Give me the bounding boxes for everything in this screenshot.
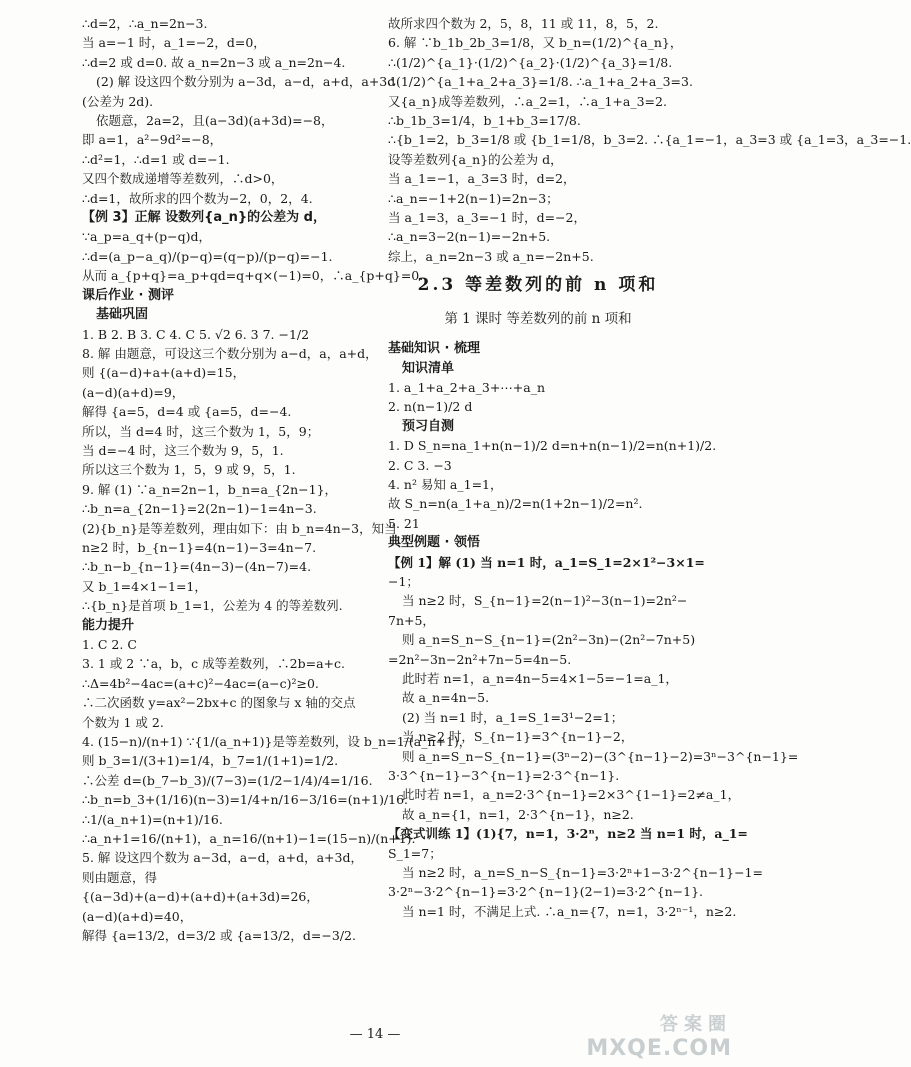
- text-line: 1. C 2. C: [82, 637, 137, 652]
- subsection-title: 第 1 课时 等差数列的前 n 项和: [444, 310, 632, 327]
- text-line: 8. 解 由题意，可设这三个数分别为 a−d，a，a+d，: [82, 345, 378, 361]
- text-line: 1. B 2. B 3. C 4. C 5. √2 6. 3 7. −1/2: [82, 326, 310, 342]
- text-line: ∴d=1，故所求的四个数为−2，0，2，4.: [82, 190, 313, 206]
- text-line: ∴{b_1=2，b_3=1/8 或 {b_1=1/8，b_3=2. ∴{a_1=−1，a_3=3 或 {a_1=3，a_3=−1.: [388, 132, 911, 148]
- text-line: 依题意，2a=2，且(a−3d)(a+3d)=−8，: [96, 113, 334, 129]
- text-line: ∴公差 d=(b_7−b_3)/(7−3)=(1/2−1/4)/4=1/16.: [82, 772, 373, 788]
- text-line: 预习自测: [402, 418, 455, 434]
- page-number: — 14 —: [349, 1027, 401, 1042]
- text-line: 故所求四个数为 2，5，8，11 或 11，8，5，2.: [388, 16, 659, 31]
- right-column: [388, 14, 911, 921]
- text-line: (2) 解 设这四个数分别为 a−3d，a−d，a+d，a+3d: [96, 74, 396, 90]
- text-line: 3·3^{n−1}−3^{n−1}=2·3^{n−1}.: [388, 768, 620, 784]
- text-line: 此时若 n=1，a_n=2·3^{n−1}=2×3^{1−1}=2≠a_1，: [402, 787, 741, 803]
- text-line: 2. C 3. −3: [388, 457, 452, 473]
- text-line: 当 a=−1 时，a_1=−2，d=0，: [82, 35, 266, 51]
- text-line: 则 a_n=S_n−S_{n−1}=(3ⁿ−2)−(3^{n−1}−2)=3ⁿ−3^{n−1}=: [402, 748, 799, 764]
- text-line: 即 a=1，a²−9d²=−8，: [82, 132, 223, 148]
- text-line: 7n+5，: [388, 612, 435, 628]
- text-line: 故 S_n=n(a_1+a_n)/2=n(1+2n−1)/2=n².: [388, 496, 643, 512]
- text-line: 当 a_1=3，a_3=−1 时，d=−2，: [388, 210, 586, 226]
- text-line: (a−d)(a+d)=40，: [82, 908, 193, 924]
- text-line: 则 a_n=S_n−S_{n−1}=(2n²−3n)−(2n²−7n+5): [402, 632, 696, 648]
- text-line: ∴(1/2)^{a_1}·(1/2)^{a_2}·(1/2)^{a_3}=1/8.: [388, 54, 673, 70]
- text-line: {(a−3d)+(a−d)+(a+d)+(a+3d)=26，: [82, 889, 319, 905]
- text-line: 解得 {a=13/2，d=3/2 或 {a=13/2，d=−3/2.: [82, 928, 356, 944]
- section-title: 2.3 等差数列的前 n 项和: [417, 275, 659, 296]
- watermark-bottom-text: MXQE.COM: [586, 1036, 732, 1061]
- text-line: 则 {(a−d)+a+(a+d)=15，: [82, 365, 246, 381]
- text-line: 当 n=1 时，不满足上式. ∴a_n={7，n=1，3·2ⁿ⁻¹，n≥2.: [402, 903, 737, 919]
- text-line: 9. 解 (1) ∵a_n=2n−1，b_n=a_{2n−1}，: [82, 481, 338, 497]
- text-line: ∴b_n−b_{n−1}=(4n−3)−(4n−7)=4.: [82, 559, 312, 575]
- text-line: ∴Δ=4b²−4ac=(a+c)²−4ac=(a−c)²≥0.: [82, 675, 319, 691]
- text-line: 个数为 1 或 2.: [82, 714, 164, 730]
- text-line: ∴a_n=3−2(n−1)=−2n+5.: [388, 229, 551, 245]
- text-line: 能力提升: [82, 617, 135, 633]
- text-line: 当 n≥2 时，S_{n−1}=2(n−1)²−3(n−1)=2n²−: [402, 593, 688, 609]
- text-line: 1. D S_n=na_1+n(n−1)/2 d=n+n(n−1)/2=n(n+1)/2.: [388, 438, 717, 454]
- text-line: 所以这三个数为 1，5，9 或 9，5，1.: [82, 462, 296, 478]
- text-line: 4. n² 易知 a_1=1，: [388, 476, 503, 492]
- text-line: 基础知识 · 梳理: [388, 341, 480, 357]
- text-line: ∴(1/2)^{a_1+a_2+a_3}=1/8. ∴a_1+a_2+a_3=3.: [388, 74, 693, 90]
- text-line: 5. 21: [388, 515, 420, 531]
- text-line: ∴二次函数 y=ax²−2bx+c 的图象与 x 轴的交点: [82, 695, 356, 711]
- text-line: 【例 1】解 (1) 当 n=1 时，a_1=S_1=2×1²−3×1=: [388, 554, 705, 570]
- watermark-logo: [586, 1010, 732, 1061]
- text-line: 1. a_1+a_2+a_3+⋯+a_n: [388, 379, 546, 395]
- text-line: ∴d²=1，∴d=1 或 d=−1.: [82, 151, 230, 167]
- text-line: n≥2 时，b_{n−1}=4(n−1)−3=4n−7.: [82, 539, 317, 555]
- text-line: −1；: [388, 573, 419, 589]
- text-line: 典型例题 · 领悟: [388, 535, 480, 551]
- text-line: 2. n(n−1)/2 d: [388, 399, 473, 415]
- text-line: ∴d=2 或 d=0. 故 a_n=2n−3 或 a_n=2n−4.: [82, 54, 346, 70]
- text-line: ∴1/(a_n+1)=(n+1)/16.: [82, 811, 223, 827]
- text-line: 故 a_n=4n−5.: [402, 690, 490, 706]
- text-line: 基础巩固: [96, 307, 149, 323]
- text-line: (2) 当 n=1 时，a_1=S_1=3¹−2=1；: [402, 709, 624, 725]
- text-line: 所以，当 d=4 时，这三个数为 1，5，9；: [82, 423, 320, 439]
- text-line: ∴d=2，∴a_n=2n−3.: [82, 16, 208, 31]
- text-line: S_1=7；: [388, 845, 442, 861]
- text-line: ∴d=(a_p−a_q)/(p−q)=(q−p)/(p−q)=−1.: [82, 248, 333, 264]
- right-column-bottom: [388, 339, 799, 921]
- text-line: 则由题意，得: [82, 869, 158, 885]
- text-line: 3. 1 或 2 ∵a，b，c 成等差数列，∴2b=a+c.: [82, 656, 345, 672]
- text-line: 当 d=−4 时，这三个数为 9，5，1.: [82, 442, 284, 458]
- text-line: (2){b_n}是等差数列，理由如下：由 b_n=4n−3，知当: [82, 520, 397, 536]
- text-line: 解得 {a=5，d=4 或 {a=5，d=−4.: [82, 404, 292, 420]
- text-line: ∴b_1b_3=1/4，b_1+b_3=17/8.: [388, 113, 581, 129]
- text-line: 又{a_n}成等差数列，∴a_2=1，∴a_1+a_3=2.: [388, 93, 667, 109]
- text-line: ∴a_n=−1+2(n−1)=2n−3；: [388, 190, 559, 206]
- text-line: ∴{b_n}是首项 b_1=1，公差为 4 的等差数列.: [82, 598, 343, 614]
- text-line: 5. 解 设这四个数为 a−3d，a−d，a+d，a+3d，: [82, 850, 363, 866]
- text-line: ∵a_p=a_q+(p−q)d，: [82, 229, 212, 245]
- text-line: 设等差数列{a_n}的公差为 d，: [388, 151, 563, 167]
- text-line: 此时若 n=1，a_n=4n−5=4×1−5=−1=a_1，: [402, 671, 678, 686]
- text-line: 【例 3】正解 设数列{a_n}的公差为 d，: [82, 210, 326, 226]
- text-line: 课后作业 · 测评: [82, 287, 174, 303]
- text-line: (a−d)(a+d)=9，: [82, 384, 185, 400]
- text-line: 当 n≥2 时，S_{n−1}=3^{n−1}−2，: [402, 729, 634, 745]
- text-line: 6. 解 ∵b_1b_2b_3=1/8，又 b_n=(1/2)^{a_n}，: [388, 35, 683, 51]
- text-line: ∴a_n+1=16/(n+1)，a_n=16/(n+1)−1=(15−n)/(n+1).: [82, 831, 416, 847]
- text-line: 从而 a_{p+q}=a_p+qd=q+q×(−1)=0，∴a_{p+q}=0.: [82, 268, 424, 284]
- text-line: 3·2ⁿ−3·2^{n−1}=3·2^{n−1}(2−1)=3·2^{n−1}.: [388, 884, 704, 900]
- text-line: 知识清单: [402, 360, 455, 376]
- text-line: 当 n≥2 时，a_n=S_n−S_{n−1}=3·2ⁿ+1−3·2^{n−1}−1=: [402, 865, 763, 881]
- text-line: 综上，a_n=2n−3 或 a_n=−2n+5.: [388, 248, 594, 264]
- text-line: ∴b_n=a_{2n−1}=2(2n−1)−1=4n−3.: [82, 501, 317, 517]
- text-line: =2n²−3n−2n²+7n−5=4n−5.: [388, 651, 572, 667]
- text-line: 【变式训练 1】(1){7，n=1，3·2ⁿ，n≥2 当 n=1 时，a_1=: [388, 826, 748, 842]
- text-line: 4. (15−n)/(n+1) ∵{1/(a_n+1)}是等差数列，设 b_n=1/(a_n+1)，: [82, 734, 472, 750]
- text-line: (公差为 2d).: [82, 93, 154, 109]
- text-line: 又 b_1=4×1−1=1，: [82, 578, 207, 594]
- text-line: 又四个数成递增等差数列，∴d>0，: [82, 171, 284, 187]
- text-line: 则 b_3=1/(3+1)=1/4，b_7=1/(1+1)=1/2.: [82, 753, 339, 769]
- text-line: 当 a_1=−1，a_3=3 时，d=2，: [388, 171, 576, 187]
- text-line: 故 a_n={1，n=1，2·3^{n−1}，n≥2.: [402, 806, 634, 822]
- text-line: ∴b_n=b_3+(1/16)(n−3)=1/4+n/16−3/16=(n+1)/16.: [82, 792, 409, 808]
- watermark-top-text: 答案圈: [660, 1014, 732, 1035]
- right-column-top: [388, 14, 911, 266]
